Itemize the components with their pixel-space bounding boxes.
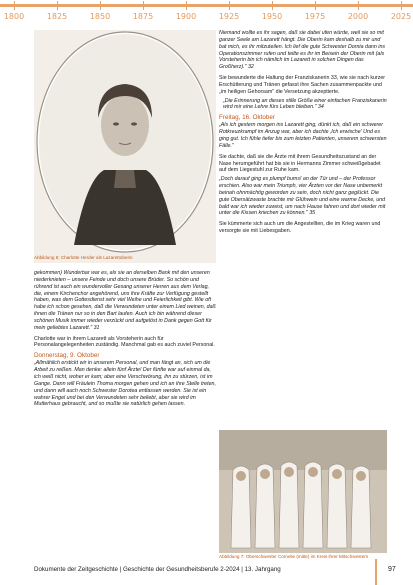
portrait-image [34, 30, 216, 255]
letter-quote: „Allmählich erstickt wir in unserem Personal, und man fängt an, sich um die Arbeit zu reißen. Man denke: allein fünf Ärzte! Der fünfte war auf einmal da, ich weiß nicht, woher er kam; aber eine Verschwörung, ihn zu stürzen, ist im Gange. Dann will Fräulein Thoma morgen gehen und ich an ihre Stelle treten, und dann will auch noch Schwester Dorotea entlassen werden. Sie ist ein wahrer Engel und bei den Verwundeten sehr beliebt, aber sie wird im Mutterhaus gebraucht, und so mußte sie natürlich gehen lassen. [34, 360, 216, 408]
letter-quote: „Die Erinnerung an dieses stille Größe einer einfachen Franziskanerin wird mir eine Lehre fürs Leben bleiben." 34 [223, 97, 387, 111]
timeline-year-label: 1800 [3, 12, 25, 21]
timeline-year-label: 2025 [390, 12, 412, 21]
timeline-year-label: 1825 [46, 12, 68, 21]
timeline-tick [143, 1, 144, 10]
left-column [34, 270, 216, 408]
date-heading: Donnerstag, 9. Oktober [34, 352, 100, 360]
timeline-tick [229, 1, 230, 10]
timeline-tick [186, 1, 187, 10]
timeline-year-label: 1950 [261, 12, 283, 21]
timeline-tick [315, 1, 316, 10]
body-paragraph: Sie kümmerte sich auch um die Angestellten, die im Krieg waren und versorgte sie mit Liebesgaben. [219, 221, 381, 235]
nurses-group-photo [219, 430, 387, 559]
date-heading: Freitag, 16. Oktober [219, 114, 275, 122]
timeline-tick [358, 1, 359, 10]
timeline-tick [100, 1, 101, 10]
page-number: 97 [388, 566, 396, 573]
timeline-tick [401, 1, 402, 10]
timeline-year-label: 1900 [175, 12, 197, 21]
letter-quote: Niemand wollte es ihr sagen, daß sie dabei ufen würde, weil sie so mit ganzer Seele am Lazarett hängt. Die Oberin kam deshalb zu mir und bat mich, es ihr mitzuteilen. Ich lief die gute Schwester Dornia dann ins Operationszimmer rufen und teilte es ihr im Beisein der Oberin mit (als Vorsteherin bin ich nämlich im Lazarett in solchen Dingen das Großherz)." 32 [219, 30, 386, 71]
timeline-line [0, 4, 413, 7]
letter-quote: „Als ich gestern morgen ins Lazarett ging, dünkt ich, daß ein schwerer Rotkreuzkrampf im Anzug war, aber ich dachte ‚Ich erwische' Und es ging gut. Ich fühle tiefer bis zum letzten Patienten, unserem schwersten Fälle." [219, 122, 387, 149]
letter-quote: gekommen) Wunderbar war es, als sie an derselben Bank mit den unseren niederknieten – unsere Feinde und doch unsere Brüder. So schön und rührend ist auch ein wundervoller Gesang unserer Herren aus dem Verlag, die, einem Kirchenchor angehörend, uns ihre Kräfte zur Verfügung gestellt haben, was dem Gottesdienst sehr viel Weihe und Feierlichkeit gibt. Wie oft habe ich schon gesehen, daß die Verwundeten unter einem Lied weinen, daß ihnen die Tränen nur so in den Bart laufen. Auch ich bin während dieser schönen Musik immer wieder verzückt und aufgelöst in Dank gegen Gott für mein geliebtes Lazarett." 31 [34, 270, 216, 331]
photo-caption-6: Abbildung 6: Charlotte Herder als Lazarettoberin [34, 255, 133, 260]
footer-divider [375, 559, 377, 585]
body-paragraph: Sie bewunderte die Haltung der Franziskanerin 33, wie sie nach kurzer Erschütterung und Tränen gefasst ihre Sachen zusammenpackte und „im heiligen Gehorsam" die Versetzung akzeptierte. [219, 75, 386, 95]
timeline-year-label: 1875 [132, 12, 154, 21]
timeline-year-label: 2000 [347, 12, 369, 21]
photo-caption-7: Abbildung 7: Oberschwester Cornelie (mitte) im Kreis ihrer Mitschwestern [219, 554, 369, 559]
body-paragraph: Sie dachte, daß sie die Ärzte mit ihrem Gesundheitszustand an der Nase herumgeführt hat bis sie in Hermanns Zimmer schweißgebadet auf dem Liegestuhl zur Ruhe kam. [219, 153, 381, 174]
letter-quote: „Doch darauf ging es plumpf bums! an der Tür und – der Professor erschien. Also war mein Triumph, vier Ärzten vor der Nase unbemerkt beinah ohnmächtig geworden zu sein, doch nicht ganz geglückt. Die gute Obersätzwaste brachte mir Glühwein und eine warme Decke, und bald war ich wieder zuwest, um nach Hause fahren und dort wieder mit unter die Kissen kriechen zu können." 35 [219, 176, 386, 217]
timeline-tick [14, 1, 15, 10]
right-column [219, 30, 387, 235]
portrait-photo [34, 30, 216, 263]
timeline-year-label: 1975 [304, 12, 326, 21]
body-paragraph: Charlotte war in ihrem Lazarett als Vorsteherin auch für Personalangelegenheiten zuständig. Manchmal gab es auch zuviel Personal. [34, 335, 215, 349]
timeline-year-label: 1850 [89, 12, 111, 21]
page-footer: Dokumente der Zeitgeschichte | Geschichte der Gesundheitsberufe 2-2024 | 13. Jahrgang [34, 566, 281, 573]
timeline-tick [272, 1, 273, 10]
group-image [219, 430, 387, 553]
timeline-tick [57, 1, 58, 10]
timeline-year-label: 1925 [218, 12, 240, 21]
timeline [0, 0, 413, 26]
